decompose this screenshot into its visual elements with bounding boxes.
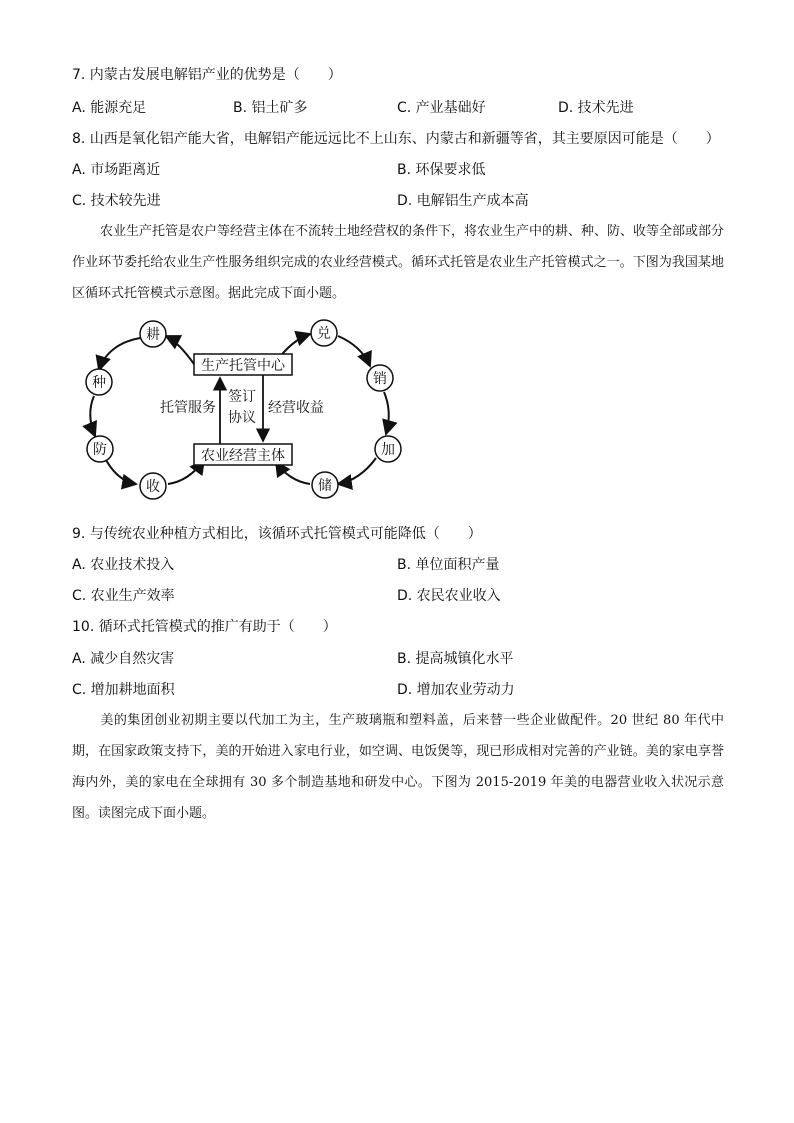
diagram-node-label: 储 bbox=[318, 478, 332, 494]
q7-option-a: A. 能源充足 bbox=[72, 100, 147, 116]
passage-midea-group: 美的集团创业初期主要以代加工为主，生产玻璃瓶和塑料盖，后来替一些企业做配件。20 世纪 80 年代中期，在国家政策支持下，美的开始进入家电行业，如空调、电饭煲等，现已形成相对完善的产业链。美的家电享誉海内外，美的家电在全球拥有 30 多个制造基地和研发中心。下图为 2015-2019 年美的电器营业收入状况示意图。读图完成下面小题。 bbox=[72, 713, 724, 821]
question-10-stem: 10. 循环式托管模式的推广有助于（ ） bbox=[72, 619, 337, 635]
sign-label: 签订 bbox=[228, 389, 256, 405]
diagram-node-label: 收 bbox=[146, 479, 160, 495]
q9-option-c: C. 农业生产效率 bbox=[72, 588, 175, 604]
q8-option-b: B. 环保要求低 bbox=[397, 162, 486, 178]
q7-option-b: B. 铝土矿多 bbox=[233, 100, 308, 116]
question-8-stem: 8. 山西是氧化铝产能大省，电解铝产能远远比不上山东、内蒙古和新疆等省，其主要原因可能是（ ） bbox=[72, 131, 720, 147]
diagram-node-label: 加 bbox=[381, 442, 395, 458]
business-income-label: 经营收益 bbox=[268, 400, 324, 416]
diagram-node-label: 销 bbox=[373, 371, 387, 387]
q7-option-c: C. 产业基础好 bbox=[397, 100, 486, 116]
circular-trusteeship-diagram bbox=[70, 312, 420, 507]
q10-option-a: A. 减少自然灾害 bbox=[72, 651, 175, 667]
top-box-label: 生产托管中心 bbox=[201, 358, 285, 374]
question-9-stem: 9. 与传统农业种植方式相比，该循环式托管模式可能降低（ ） bbox=[72, 526, 482, 542]
q9-option-b: B. 单位面积产量 bbox=[397, 557, 500, 573]
diagram-node-label: 兑 bbox=[317, 326, 331, 342]
agreement-label: 协议 bbox=[228, 410, 256, 426]
q8-option-c: C. 技术较先进 bbox=[72, 193, 161, 209]
q8-option-d: D. 电解铝生产成本高 bbox=[397, 193, 529, 209]
q10-option-c: C. 增加耕地面积 bbox=[72, 682, 175, 698]
trusteeship-service-label: 托管服务 bbox=[160, 400, 216, 416]
question-7-stem: 7. 内蒙古发展电解铝产业的优势是（ ） bbox=[72, 67, 342, 83]
q9-option-a: A. 农业技术投入 bbox=[72, 557, 175, 573]
q9-option-d: D. 农民农业收入 bbox=[397, 588, 501, 604]
passage-agricultural-trusteeship: 农业生产托管是农户等经营主体在不流转土地经营权的条件下，将农业生产中的耕、种、防、收等全部或部分作业环节委托给农业生产性服务组织完成的农业经营模式。循环式托管是农业生产托管模式之一。下图为我国某地区循环式托管模式示意图。据此完成下面小题。 bbox=[72, 224, 725, 301]
q10-option-d: D. 增加农业劳动力 bbox=[397, 682, 515, 698]
q8-option-a: A. 市场距离近 bbox=[72, 162, 161, 178]
diagram-node-label: 耕 bbox=[146, 327, 160, 343]
q10-option-b: B. 提高城镇化水平 bbox=[397, 651, 514, 667]
diagram-node-label: 种 bbox=[92, 375, 106, 391]
bottom-box-label: 农业经营主体 bbox=[201, 448, 285, 464]
q7-option-d: D. 技术先进 bbox=[558, 100, 634, 116]
diagram-node-label: 防 bbox=[93, 442, 107, 458]
